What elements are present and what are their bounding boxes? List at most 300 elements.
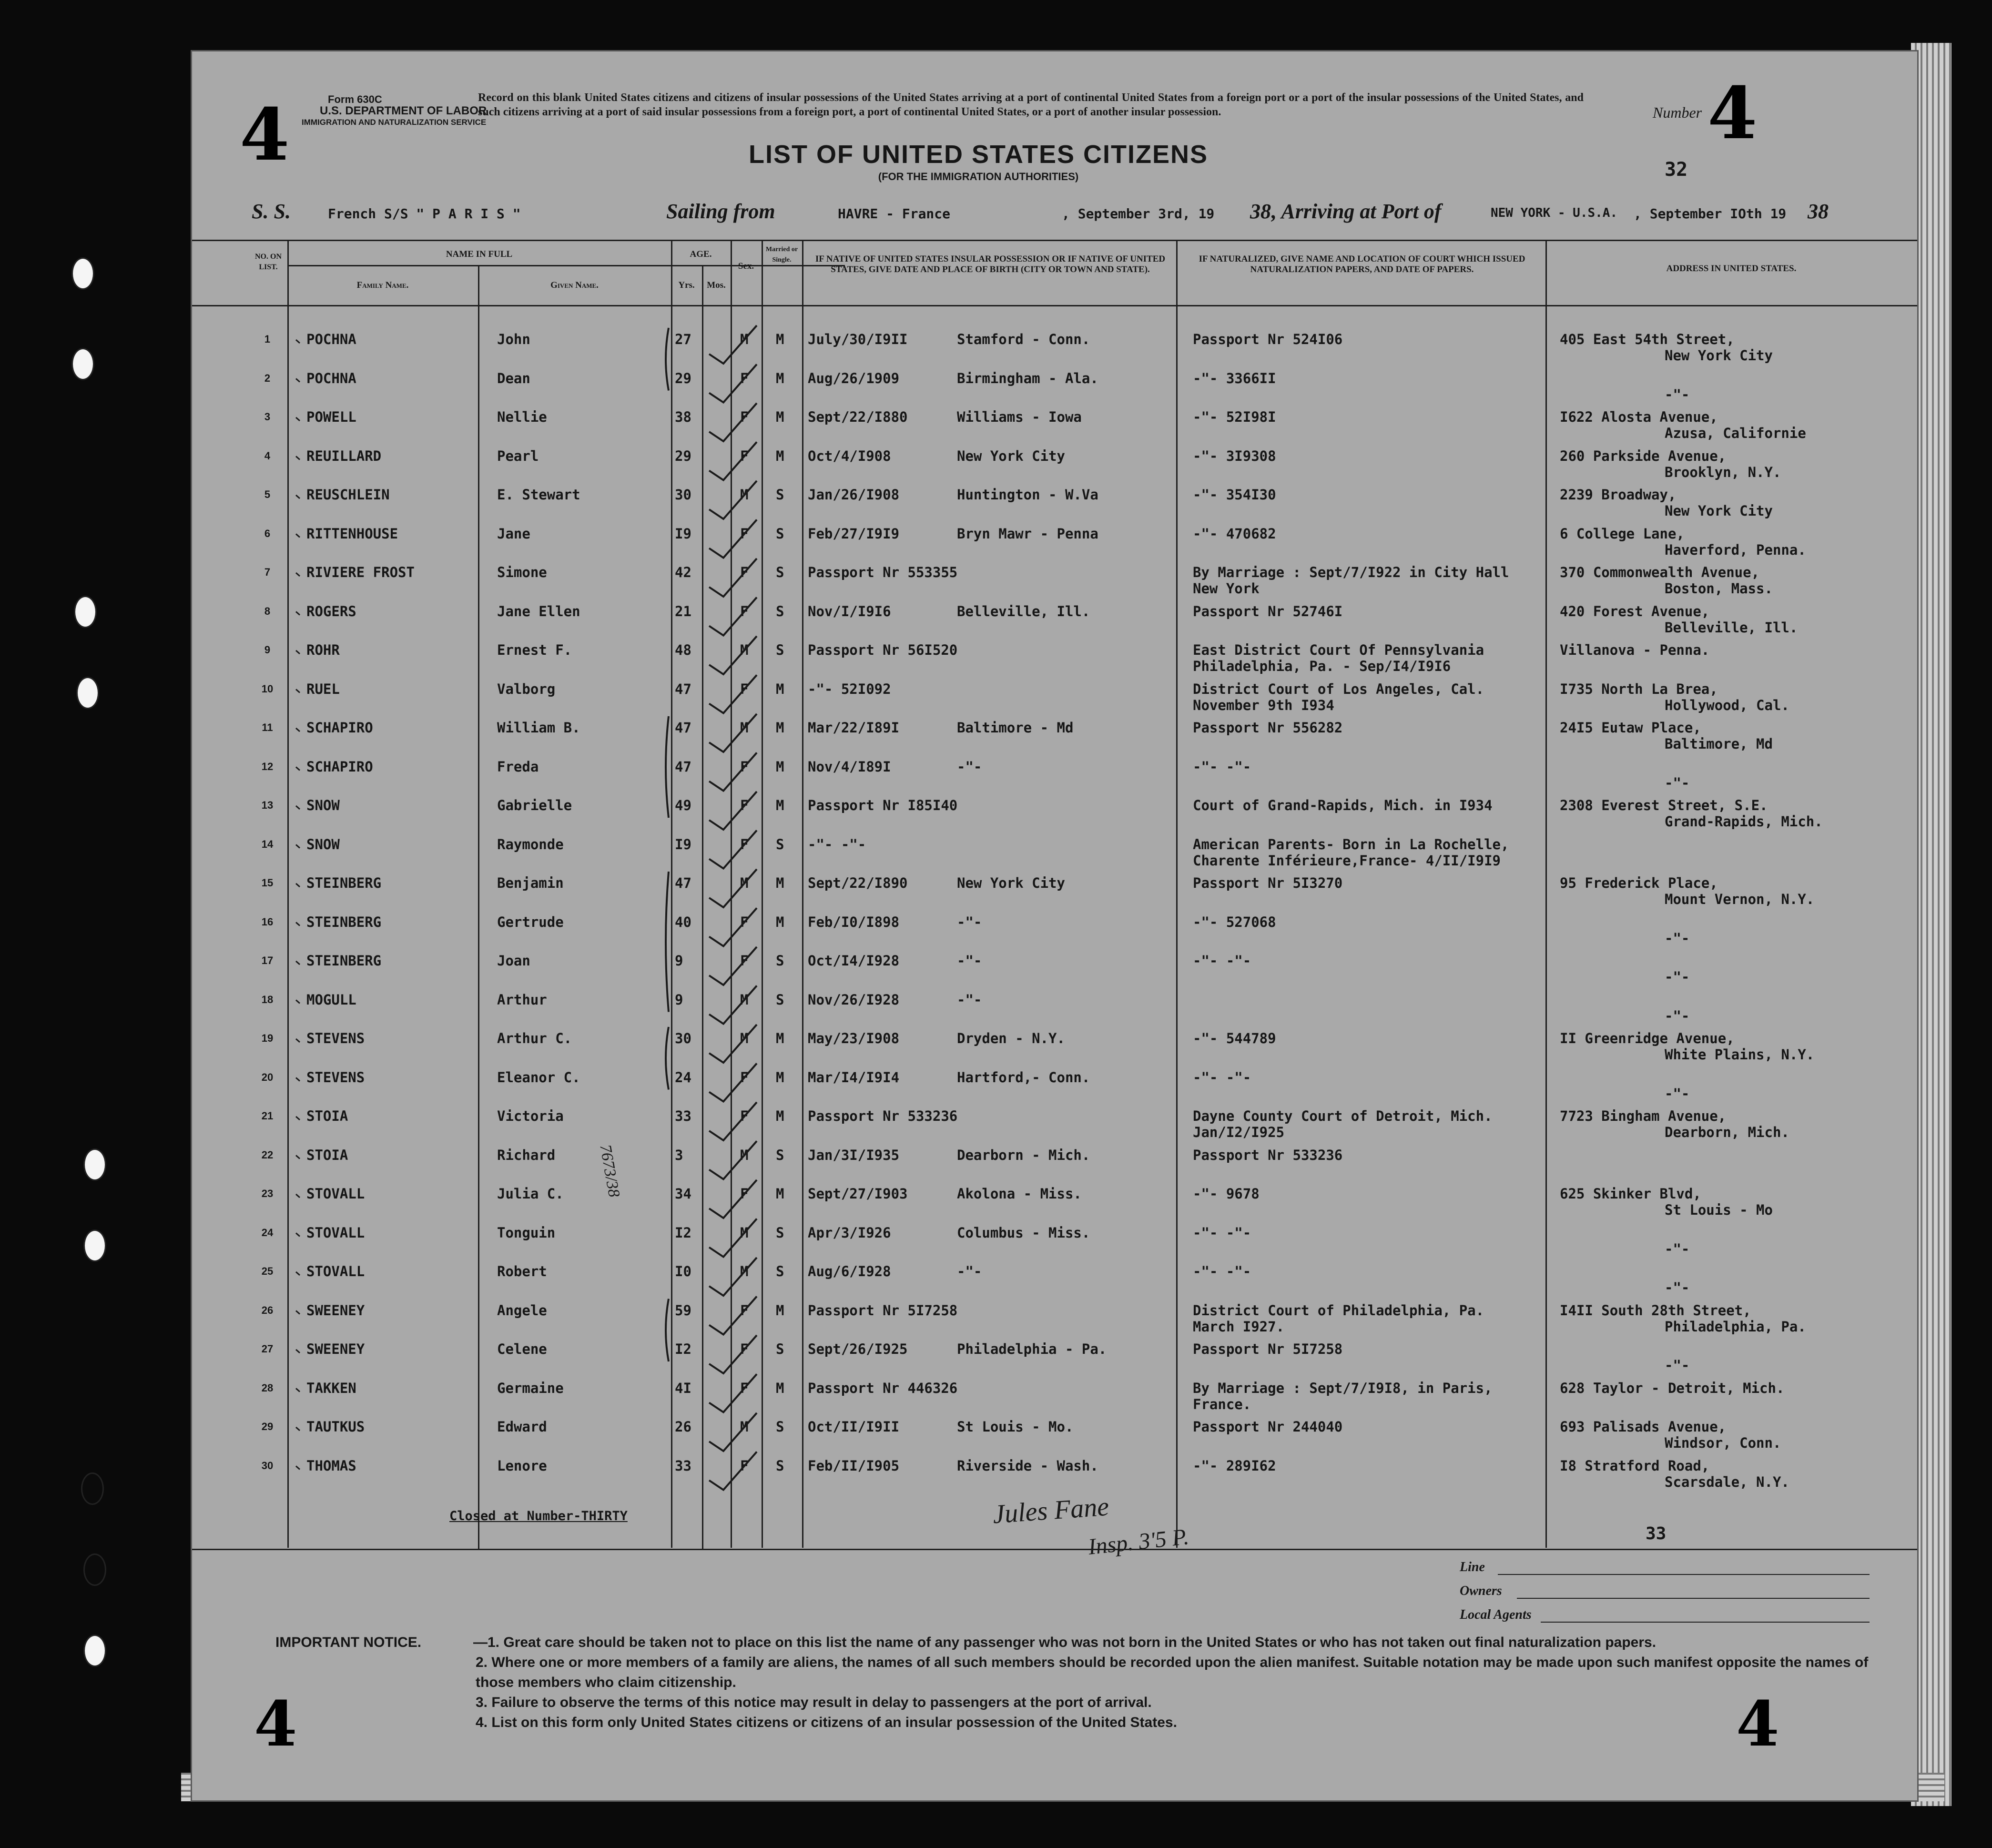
cell-bplace: Philadelphia - Pa. — [957, 1341, 1107, 1357]
cell-bdate: Jan/26/I908 — [808, 487, 900, 503]
cell-ms: S — [776, 1224, 784, 1241]
cell-addr2: White Plains, N.Y. — [1665, 1046, 1815, 1063]
cell-sex: F — [740, 1186, 749, 1202]
cell-ms: M — [776, 447, 784, 464]
cell-sex: M — [740, 1147, 749, 1163]
binding-hole — [83, 1635, 106, 1667]
cell-addr2: Windsor, Conn. — [1665, 1435, 1781, 1451]
cell-family: SWEENEY — [306, 1341, 365, 1357]
notice-item-2: 2. Where one or more members of a family are aliens, the names of all such members should be recorded upon the alien manifest. Suitable notation may be made upon such manifest opposite the names of those members who claim citizenship. — [476, 1655, 1869, 1690]
cell-bplace: Belleville, Ill. — [957, 603, 1090, 619]
cell-bdate: Feb/27/I9I9 — [808, 525, 900, 542]
cell-sex: F — [740, 603, 749, 619]
cell-age: 9 — [675, 953, 683, 969]
cell-bdate: Feb/I0/I898 — [808, 914, 900, 930]
cell-addr2: -"- — [1665, 1279, 1690, 1296]
cell-family: RITTENHOUSE — [306, 525, 398, 542]
cell-no: 22 — [261, 1148, 274, 1161]
department-line: U.S. DEPARTMENT OF LABOR — [320, 104, 487, 117]
cell-bdate: Oct/II/I9II — [808, 1419, 900, 1435]
sailing-year: 38 — [1250, 200, 1271, 223]
cell-family: TAKKEN — [306, 1380, 356, 1396]
cell-sex: F — [740, 1302, 749, 1319]
tick-mark — [296, 417, 300, 421]
cell-addr1: II Greenridge Avenue, — [1560, 1030, 1735, 1046]
cell-bdate: Passport Nr I85I40 — [808, 797, 958, 813]
cell-family: SNOW — [306, 836, 340, 853]
cell-age: 47 — [675, 758, 691, 775]
sailing-port: HAVRE - France — [838, 206, 951, 222]
cell-given: Robert — [497, 1263, 547, 1279]
tick-mark — [296, 1466, 300, 1470]
cell-given: Joan — [497, 953, 530, 969]
cell-age: 27 — [675, 331, 691, 347]
cell-no: 8 — [264, 605, 271, 617]
arriving-port: NEW YORK - U.S.A. — [1491, 206, 1618, 220]
cell-nat1: -"- 544789 — [1193, 1030, 1276, 1046]
cell-age: I2 — [675, 1341, 691, 1357]
cell-bplace: Baltimore - Md — [957, 720, 1074, 736]
check-mark — [709, 869, 757, 907]
cell-given: Valborg — [497, 680, 556, 697]
cell-sex: F — [740, 1341, 749, 1357]
cell-ms: M — [776, 1108, 784, 1124]
cell-given: Jane — [497, 525, 530, 542]
cell-age: 59 — [675, 1302, 691, 1319]
cell-family: RUEL — [306, 680, 340, 697]
cell-bplace: Hartford,- Conn. — [957, 1069, 1090, 1086]
tick-mark — [296, 1233, 300, 1237]
tick-mark — [296, 1156, 300, 1159]
cell-given: Angele — [497, 1302, 547, 1319]
cell-bplace: Bryn Mawr - Penna — [957, 525, 1098, 542]
cell-family: SCHAPIRO — [306, 758, 373, 775]
check-mark — [709, 1297, 757, 1335]
document-title: LIST OF UNITED STATES CITIZENS — [749, 140, 1208, 169]
sailing-label: Sailing from — [666, 200, 775, 223]
cell-no: 15 — [261, 877, 274, 889]
cell-bplace: Columbus - Miss. — [957, 1224, 1090, 1241]
cell-no: 3 — [264, 411, 271, 423]
cell-addr2: -"- — [1665, 1007, 1690, 1024]
cell-nat1: East District Court Of Pennsylvania — [1193, 642, 1484, 658]
cell-family: SNOW — [306, 797, 340, 813]
tick-mark — [296, 495, 300, 498]
arriving-year: 38 — [1808, 200, 1829, 223]
check-mark — [709, 1219, 757, 1257]
cell-age: 30 — [675, 487, 691, 503]
cell-age: 4I — [675, 1380, 691, 1396]
cell-given: Victoria — [497, 1108, 564, 1124]
cell-addr2: Brooklyn, N.Y. — [1665, 464, 1781, 480]
cell-no: 18 — [261, 993, 274, 1005]
cell-sex: M — [740, 1419, 749, 1435]
cell-family: REUSCHLEIN — [306, 487, 390, 503]
binding-hole — [83, 1229, 106, 1262]
header-family-name: Family Name. — [356, 280, 409, 290]
cell-no: 17 — [261, 954, 274, 966]
cell-addr2: Baltimore, Md — [1665, 736, 1773, 752]
cell-sex: F — [740, 758, 749, 775]
cell-given: John — [497, 331, 530, 347]
tick-mark — [296, 534, 300, 538]
check-mark — [709, 598, 757, 636]
check-mark — [709, 908, 757, 946]
cell-ms: S — [776, 525, 784, 542]
tick-mark — [296, 1389, 300, 1392]
cell-bdate: Passport Nr 446326 — [808, 1380, 958, 1396]
check-mark — [709, 1102, 757, 1140]
cell-bplace: St Louis - Mo. — [957, 1419, 1074, 1435]
cell-age: I0 — [675, 1263, 691, 1279]
cell-sex: F — [740, 680, 749, 697]
cell-addr2: -"- — [1665, 930, 1690, 946]
cell-family: REUILLARD — [306, 447, 382, 464]
cell-age: 21 — [675, 603, 691, 619]
tick-mark — [296, 457, 300, 460]
cell-ms: M — [776, 1380, 784, 1396]
cell-family: POCHNA — [306, 370, 356, 386]
cell-bplace: Huntington - W.Va — [957, 487, 1098, 503]
cell-addr1: I4II South 28th Street, — [1560, 1302, 1751, 1319]
check-mark — [709, 675, 757, 713]
cell-no: 7 — [264, 566, 271, 578]
cell-bplace: Riverside - Wash. — [957, 1457, 1098, 1474]
cell-sex: M — [740, 331, 749, 347]
check-mark — [709, 831, 757, 869]
binding-hole — [83, 1148, 106, 1181]
arriving-date: , September IOth 19 — [1634, 206, 1787, 222]
tick-mark — [296, 883, 300, 887]
tick-mark — [296, 806, 300, 809]
cell-no: 16 — [261, 915, 274, 928]
cell-nat2: Charente Inférieure,France- 4/II/I9I9 — [1193, 852, 1501, 869]
cell-family: THOMAS — [306, 1457, 356, 1474]
cell-nat1: American Parents- Born in La Rochelle, — [1193, 836, 1509, 853]
cell-nat1: -"- -"- — [1193, 1263, 1251, 1279]
cell-sex: F — [740, 836, 749, 853]
cell-bdate: Nov/4/I89I — [808, 758, 891, 775]
cell-bdate: Aug/26/1909 — [808, 370, 900, 386]
check-mark — [709, 714, 757, 752]
cell-age: 29 — [675, 447, 691, 464]
cell-addr1: 7723 Bingham Avenue, — [1560, 1108, 1727, 1124]
cell-bdate: Passport Nr 5I7258 — [808, 1302, 958, 1319]
cell-no: 2 — [264, 372, 271, 384]
cell-given: Arthur C. — [497, 1030, 572, 1046]
corner-number-bottom-right: 4 — [1736, 1687, 1779, 1760]
cell-bplace: -"- — [957, 914, 982, 930]
tick-mark — [296, 1194, 300, 1198]
header-naturalization: IF NATURALIZED, GIVE NAME AND LOCATION OF COURT WHICH ISSUED NATURALIZATION PAPERS, AND DATE OF PAPERS. — [1199, 254, 1525, 274]
cell-ms: S — [776, 1419, 784, 1435]
cell-given: Julia C. — [497, 1186, 564, 1202]
cell-age: 47 — [675, 875, 691, 891]
cell-ms: M — [776, 1302, 784, 1319]
cell-bdate: Oct/I4/I928 — [808, 953, 900, 969]
closed-at-number: Closed at Number-THIRTY — [449, 1509, 628, 1523]
cell-given: Freda — [497, 758, 539, 775]
tick-mark — [296, 612, 300, 615]
cell-addr2: Mount Vernon, N.Y. — [1665, 891, 1815, 907]
cell-ms: M — [776, 1069, 784, 1086]
cell-nat1: By Marriage : Sept/7/I922 in City Hall — [1193, 564, 1509, 580]
cell-nat1: -"- 527068 — [1193, 914, 1276, 930]
cell-no: 19 — [261, 1032, 274, 1044]
family-bracket — [666, 328, 669, 391]
number-label: Number — [1653, 104, 1702, 121]
cell-no: 14 — [261, 838, 274, 850]
cell-given: E. Stewart — [497, 487, 580, 503]
cell-no: 12 — [261, 760, 274, 772]
header-name-in-full: NAME IN FULL — [446, 249, 513, 259]
cell-bdate: Mar/22/I89I — [808, 720, 900, 736]
notice-item-4: 4. List on this form only United States citizens or citizens of an insular possession of the United States. — [476, 1715, 1177, 1730]
cell-given: Raymonde — [497, 836, 564, 853]
cell-nat2: March I927. — [1193, 1318, 1285, 1335]
owners-rule — [1517, 1598, 1870, 1599]
cell-family: STEINBERG — [306, 914, 382, 930]
family-bracket — [666, 1299, 669, 1362]
cell-no: 30 — [261, 1459, 274, 1472]
cell-bplace: Dearborn - Mich. — [957, 1147, 1090, 1163]
check-mark — [709, 1141, 757, 1179]
cell-given: Arthur — [497, 991, 547, 1008]
tick-mark — [296, 1117, 300, 1120]
check-mark — [709, 1064, 757, 1102]
tick-mark — [296, 1311, 300, 1314]
cell-ms: S — [776, 1457, 784, 1474]
cell-family: SCHAPIRO — [306, 720, 373, 736]
check-mark — [709, 1374, 757, 1412]
cell-sex: M — [740, 991, 749, 1008]
line-rule — [1498, 1574, 1870, 1575]
cell-age: 33 — [675, 1457, 691, 1474]
cell-sex: F — [740, 953, 749, 969]
tick-mark — [296, 690, 300, 693]
cell-ms: M — [776, 758, 784, 775]
cell-family: MOGULL — [306, 991, 356, 1008]
cell-addr2: -"- — [1665, 969, 1690, 985]
cell-bdate: Nov/I/I9I6 — [808, 603, 891, 619]
cell-addr1: 420 Forest Avenue, — [1560, 603, 1710, 619]
cell-given: Edward — [497, 1419, 547, 1435]
cell-bplace: Birmingham - Ala. — [957, 370, 1098, 386]
cell-addr2: Hollywood, Cal. — [1665, 697, 1789, 713]
cell-family: STEVENS — [306, 1069, 365, 1086]
cell-addr2: Belleville, Ill. — [1665, 619, 1798, 636]
notice-item-3: 3. Failure to observe the terms of this notice may result in delay to passengers at the port of arrival. — [476, 1695, 1152, 1710]
cell-family: STEVENS — [306, 1030, 365, 1046]
binding-hole — [81, 1472, 104, 1505]
cell-given: Gertrude — [497, 914, 564, 930]
ship-name: French S/S " P A R I S " — [328, 206, 521, 222]
cell-age: 34 — [675, 1186, 691, 1202]
cell-addr1: 95 Frederick Place, — [1560, 875, 1718, 891]
cell-nat1: -"- 289I62 — [1193, 1457, 1276, 1474]
cell-no: 1 — [264, 333, 271, 345]
cell-ms: M — [776, 1030, 784, 1046]
cell-given: Gabrielle — [497, 797, 572, 813]
cell-sex: F — [740, 1108, 749, 1124]
cell-addr2: St Louis - Mo — [1665, 1202, 1773, 1218]
cell-given: Lenore — [497, 1457, 547, 1474]
cell-ms: S — [776, 1147, 784, 1163]
cell-nat2: New York — [1193, 580, 1260, 597]
owners-label: Owners — [1460, 1584, 1502, 1598]
cell-age: 26 — [675, 1419, 691, 1435]
cell-ms: M — [776, 875, 784, 891]
cell-bplace: Williams - Iowa — [957, 409, 1082, 425]
header-mos: Mos. — [707, 280, 726, 290]
cell-ms: S — [776, 836, 784, 853]
check-mark — [709, 947, 757, 985]
cell-age: I2 — [675, 1224, 691, 1241]
tick-mark — [296, 573, 300, 576]
cell-no: 10 — [261, 682, 274, 695]
cell-bplace: Stamford - Conn. — [957, 331, 1090, 347]
cell-bdate: Sept/22/I890 — [808, 875, 908, 891]
cell-nat1: Passport Nr 533236 — [1193, 1147, 1343, 1163]
sailing-date: , September 3rd, 19 — [1062, 206, 1215, 222]
cell-age: 24 — [675, 1069, 691, 1086]
cell-addr2: New York City — [1665, 503, 1773, 519]
cell-family: ROHR — [306, 642, 340, 658]
cell-sex: F — [740, 914, 749, 930]
cell-bdate: Passport Nr 533236 — [808, 1108, 958, 1124]
cell-sex: M — [740, 1263, 749, 1279]
binding-hole — [74, 596, 97, 628]
cell-ms: M — [776, 680, 784, 697]
cell-ms: S — [776, 487, 784, 503]
family-bracket — [666, 872, 669, 1012]
binding-hole — [76, 677, 99, 709]
check-mark — [709, 986, 757, 1024]
cell-bdate: Oct/4/I908 — [808, 447, 891, 464]
cell-addr1: I8 Stratford Road, — [1560, 1457, 1710, 1474]
cell-bdate: Passport Nr 553355 — [808, 564, 958, 580]
number-value: 4 — [1707, 71, 1758, 155]
cell-addr2: Haverford, Penna. — [1665, 541, 1806, 558]
cell-bdate: Sept/22/I880 — [808, 409, 908, 425]
notice-item-1: —1. Great care should be taken not to place on this list the name of any passenger who was not born in the United States or who has not taken out final naturalization papers. — [473, 1635, 1657, 1650]
cell-addr1: 625 Skinker Blvd, — [1560, 1186, 1701, 1202]
ss-label: S. S. — [252, 200, 291, 223]
check-mark — [709, 636, 757, 674]
tick-mark — [296, 961, 300, 965]
cell-ms: S — [776, 564, 784, 580]
margin-note: 7673/38 — [596, 1143, 623, 1199]
cell-no: 6 — [264, 527, 271, 539]
cell-ms: S — [776, 603, 784, 619]
family-bracket — [666, 716, 669, 818]
check-mark — [709, 558, 757, 597]
cell-nat1: -"- 470682 — [1193, 525, 1276, 542]
cell-bdate: Feb/II/I905 — [808, 1457, 900, 1474]
cell-addr1: 628 Taylor - Detroit, Mich. — [1560, 1380, 1785, 1396]
cell-ms: M — [776, 409, 784, 425]
cell-addr2: Azusa, Californie — [1665, 425, 1806, 441]
cell-family: POCHNA — [306, 331, 356, 347]
cell-given: Jane Ellen — [497, 603, 580, 619]
tick-mark — [296, 340, 300, 343]
notice-heading: IMPORTANT NOTICE. — [275, 1635, 422, 1650]
cell-nat2: France. — [1193, 1396, 1251, 1412]
check-mark — [709, 1180, 757, 1218]
cell-ms: S — [776, 1341, 784, 1357]
cell-sex: M — [740, 1224, 749, 1241]
cell-family: STEINBERG — [306, 953, 382, 969]
cell-family: SWEENEY — [306, 1302, 365, 1319]
cell-nat1: -"- 3I9308 — [1193, 447, 1276, 464]
cell-addr2: Scarsdale, N.Y. — [1665, 1473, 1789, 1490]
check-mark — [709, 1413, 757, 1451]
cell-bdate: -"- -"- — [808, 836, 866, 853]
binding-hole — [71, 257, 94, 290]
cell-given: Tonguin — [497, 1224, 556, 1241]
tick-mark — [296, 1078, 300, 1081]
cell-age: I9 — [675, 836, 691, 853]
cell-nat1: Dayne County Court of Detroit, Mich. — [1193, 1108, 1493, 1124]
cell-addr2: Grand-Rapids, Mich. — [1665, 813, 1823, 830]
footer-number: 33 — [1646, 1524, 1667, 1543]
cell-no: 29 — [261, 1421, 274, 1432]
cell-no: 5 — [264, 488, 271, 500]
cell-nat1: -"- -"- — [1193, 1224, 1251, 1241]
inspector-signature: Jules Fane — [992, 1492, 1110, 1530]
cell-no: 24 — [261, 1226, 274, 1239]
cell-nat1: -"- -"- — [1193, 1069, 1251, 1086]
cell-sex: F — [740, 1069, 749, 1086]
cell-nat2: November 9th I934 — [1193, 697, 1334, 713]
check-mark — [709, 325, 757, 364]
check-mark — [709, 520, 757, 558]
cell-bdate: Aug/6/I928 — [808, 1263, 891, 1279]
cell-bdate: Nov/26/I928 — [808, 991, 900, 1008]
cell-no: 25 — [261, 1265, 274, 1277]
cell-age: 42 — [675, 564, 691, 580]
cell-age: I9 — [675, 525, 691, 542]
check-mark — [709, 1452, 757, 1490]
cell-sex: M — [740, 642, 749, 658]
cell-given: Ernest F. — [497, 642, 572, 658]
cell-addr1: 2308 Everest Street, S.E. — [1560, 797, 1768, 813]
cell-nat1: Passport Nr 524I06 — [1193, 331, 1343, 347]
cell-family: POWELL — [306, 409, 356, 425]
cell-ms: M — [776, 720, 784, 736]
cell-addr1: 24I5 Eutaw Place, — [1560, 720, 1701, 736]
cell-addr1: 2239 Broadway, — [1560, 487, 1677, 503]
cell-no: 23 — [261, 1188, 274, 1199]
cell-addr2: -"- — [1665, 1085, 1690, 1102]
cell-bdate: May/23/I908 — [808, 1030, 900, 1046]
check-mark — [709, 442, 757, 480]
cell-age: 29 — [675, 370, 691, 386]
cell-bplace: Dryden - N.Y. — [957, 1030, 1065, 1046]
tick-mark — [296, 1350, 300, 1353]
check-mark — [709, 792, 757, 830]
check-mark — [709, 403, 757, 441]
cell-sex: M — [740, 875, 749, 891]
cell-family: STOVALL — [306, 1263, 365, 1279]
cell-no: 11 — [262, 721, 273, 733]
cell-bplace: -"- — [957, 953, 982, 969]
cell-sex: F — [740, 370, 749, 386]
header-given-name: Given Name. — [550, 280, 599, 290]
cell-bdate: Sept/26/I925 — [808, 1341, 908, 1357]
cell-addr1: 405 East 54th Street, — [1560, 331, 1735, 347]
check-mark — [709, 481, 757, 519]
